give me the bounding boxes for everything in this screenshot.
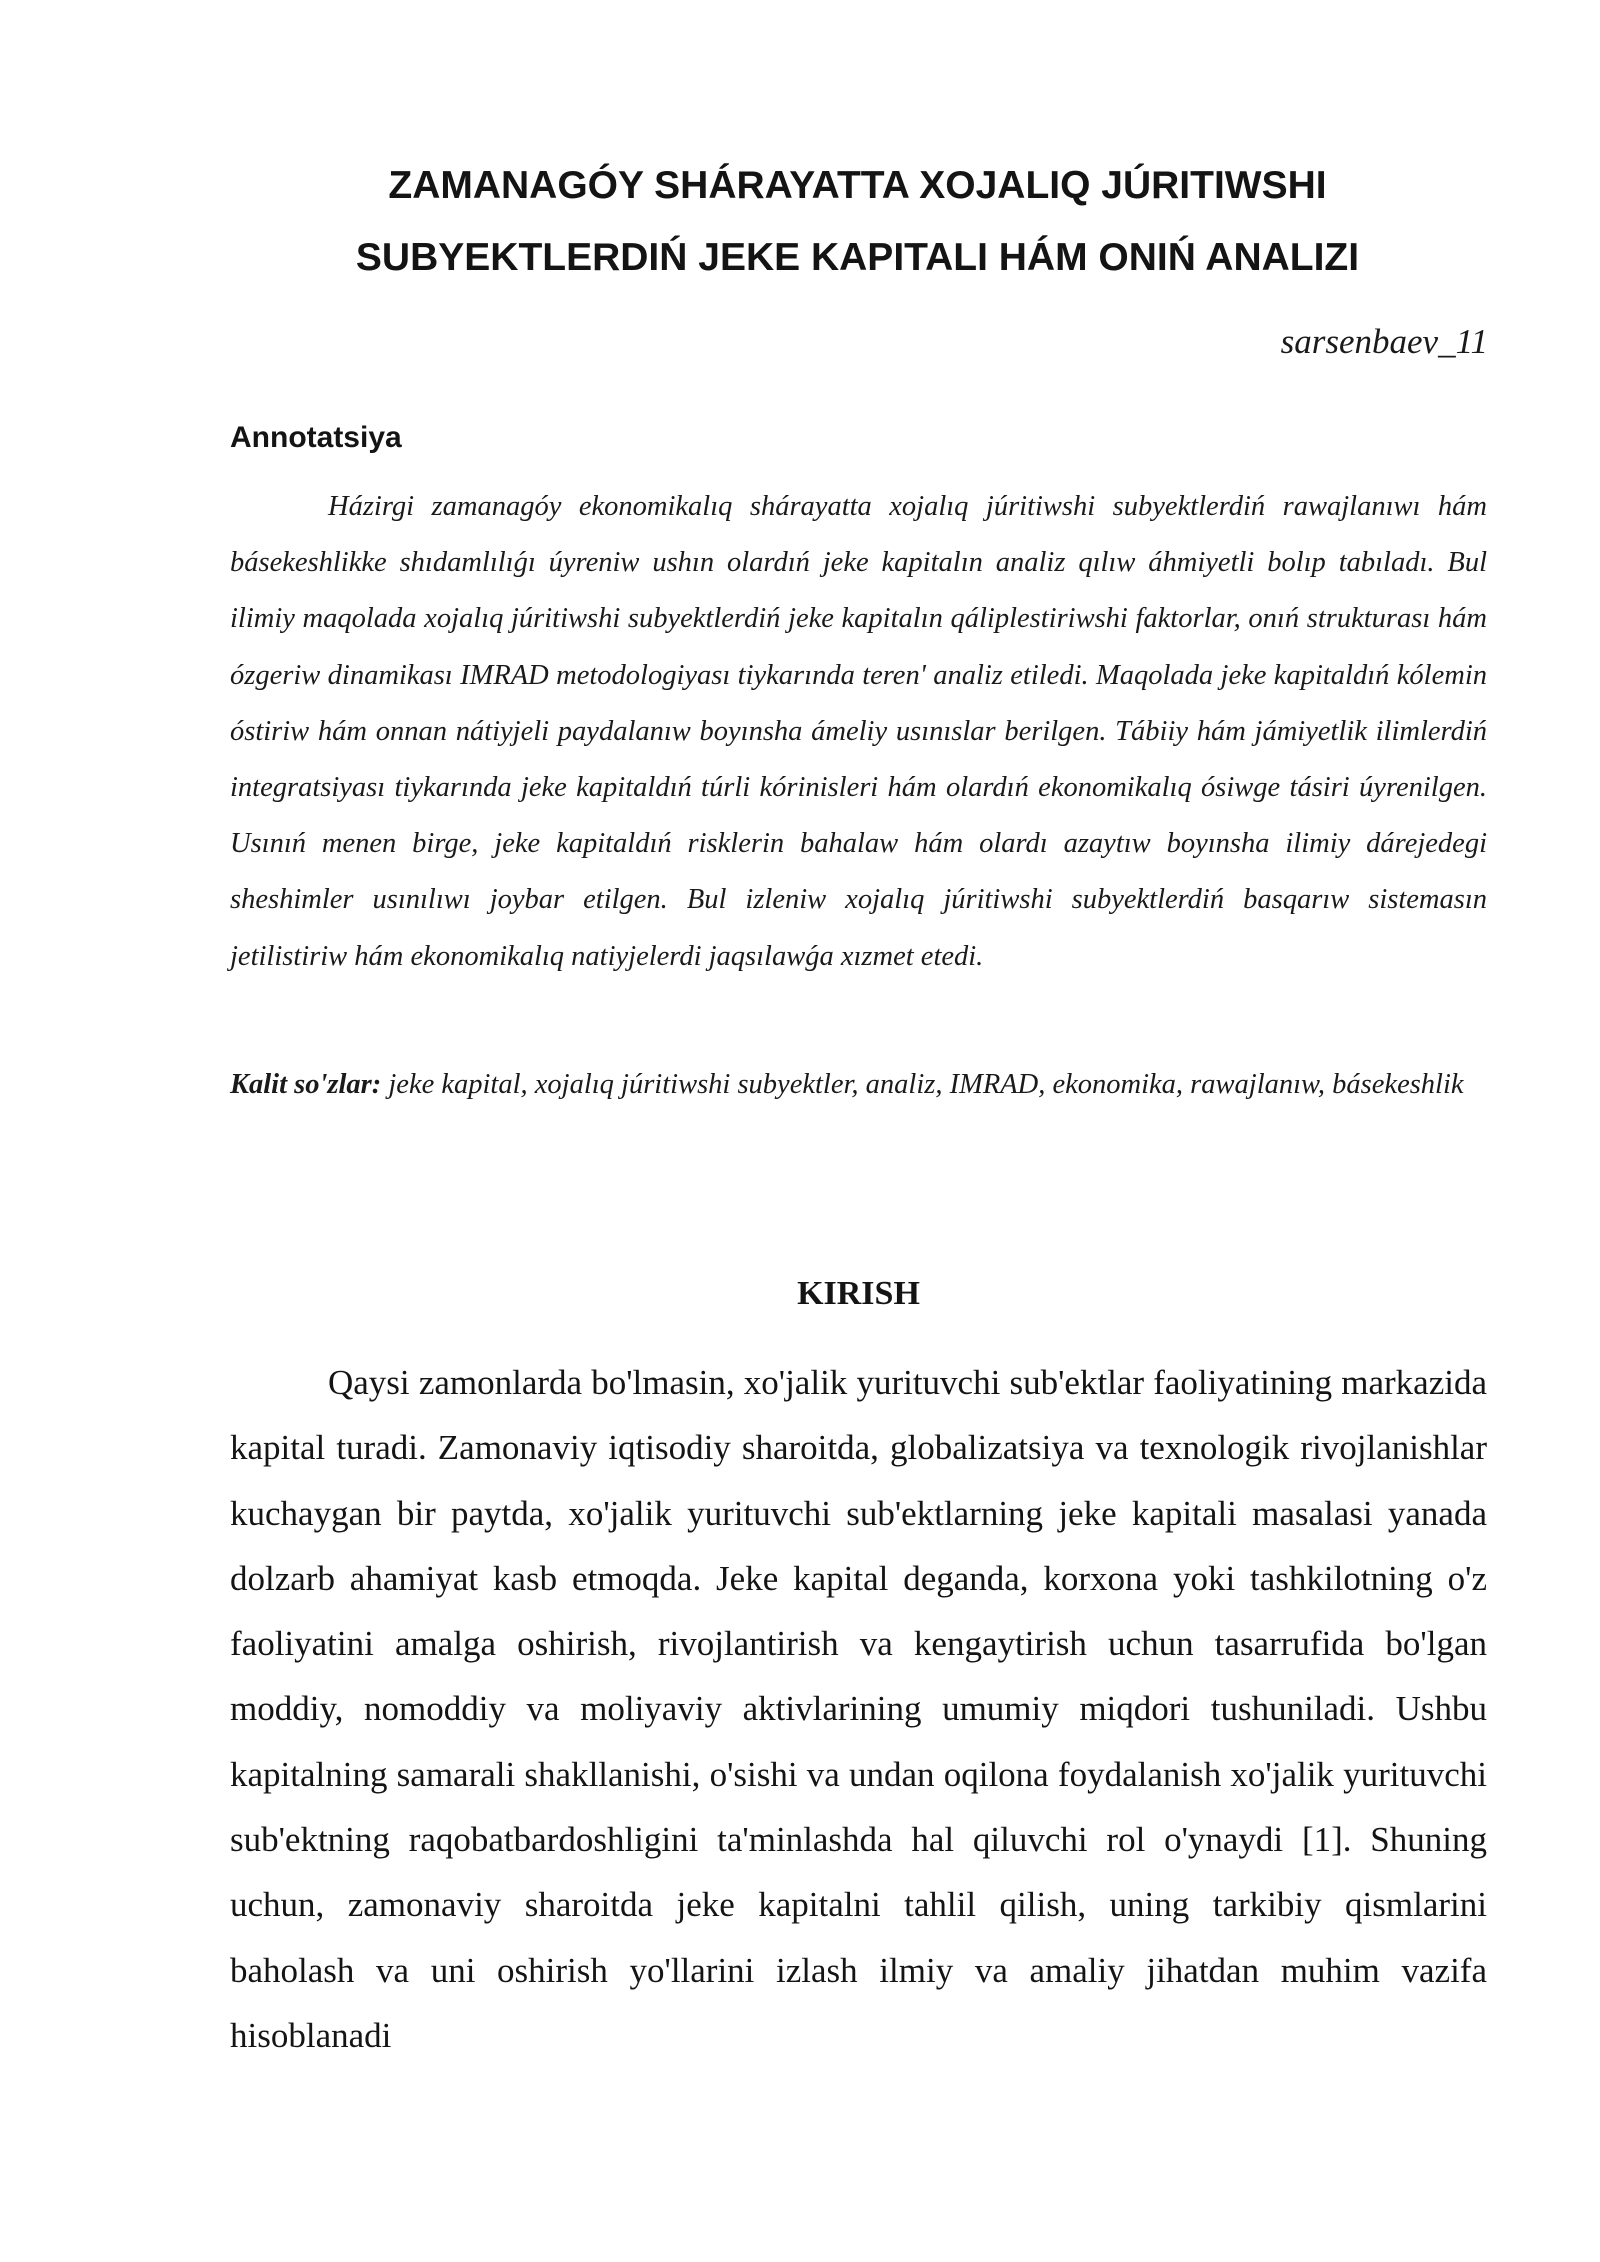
abstract-text: Házirgi zamanagóy ekonomikalıq sháraуatta xojalıq júritiwshi subyektlerdiń rawajlanıwı hám básekeshlikke shıdamlılıǵı úyreniw ushın olardıń jeke kapitalın analiz qılıw áhmiyetli bolıp tabıladı. Bul ilimiy maqolada xojalıq júritiwshi subyektlerdiń jeke kapitalın qáliplestiriwshi faktorlar, onıń strukturası hám ózgeriw dinamikası IMRAD metodologiyası tiykarında teren' analiz etiledi. Maqolada jeke kapitaldıń kólemin óstiriw hám onnan nátiyjeli paydalanıw boyınsha ámeliy usınıslar berilgen. Tábiiy hám jámiyetlik ilimlerdiń integratsiyası tiykarında jeke kapitaldıń túrli kórinisleri hám olardıń ekonomikalıq ósiwge tásiri úyrenilgen. Usınıń menen birge, jeke kapitaldıń risklerin bahalaw hám olardı azaytıw boyınsha ilimiy dárejedegi sheshimler usınılıwı joybar etilgen. Bul izleniw xojalıq júritiwshi subyektlerdiń basqarıw sistemasın jetilistiriw hám ekonomikalıq natiyjelerdi jaqsılawǵa xızmet etedi.: [230, 491, 1487, 972]
section-heading-introduction: KIRISH: [797, 1275, 920, 1312]
introduction-paragraph: Qaysi zamonlarda bo'lmasin, xo'jalik yurituvchi sub'ektlar faoliyatining markazida kapital turadi. Zamonaviy iqtisodiy sharoitda, globalizatsiya va texnologik rivojlanishlar kuchaygan bir paytda, xo'jalik yurituvchi sub'ektlarning jeke kapitali masalasi yanada dolzarb ahamiyat kasb etmoqda. Jeke kapital deganda, korxona yoki tashkilotning o'z faoliyatini amalga oshirish, rivojlantirish va kengaytirish uchun tasarrufida bo'lgan moddiy, nomoddiy va moliyaviy aktivlarining umumiy miqdori tushuniladi. Ushbu kapitalning samarali shakllanishi, o'sishi va undan oqilona foydalanish xo'jalik yurituvchi sub'ektning raqobatbardoshligini ta'minlashda hal qiluvchi rol o'ynaydi [1]. Shuning uchun, zamonaviy sharoitda jeke kapitalni tahlil qilish, uning tarkibiy qismlarini baholash va uni oshirish yo'llarini izlash ilmiy va amaliy jihatdan muhim vazifa hisoblanadi: [230, 1363, 1487, 2055]
author-name: sarsenbaev_11: [1280, 322, 1488, 361]
paper-title-line-1: ZAMANAGÓY SHÁRAYATTA XOJALIQ JÚRITIWSHI: [388, 164, 1327, 207]
keywords: [230, 1057, 1487, 1113]
keywords-text: jeke kapital, xojalıq júritiwshi subyektler, analiz, IMRAD, ekonomika, rawajlanıw, básekeshlik: [381, 1069, 1464, 1100]
paper-title: [230, 150, 1485, 294]
abstract-heading: Annotatsiya: [230, 421, 402, 454]
paper-title-line-2: SUBYEKTLERDIŃ JEKE KAPITALI HÁM ONIŃ ANALIZI: [355, 236, 1360, 279]
keywords-label: Kalit so'zlar:: [230, 1069, 382, 1100]
